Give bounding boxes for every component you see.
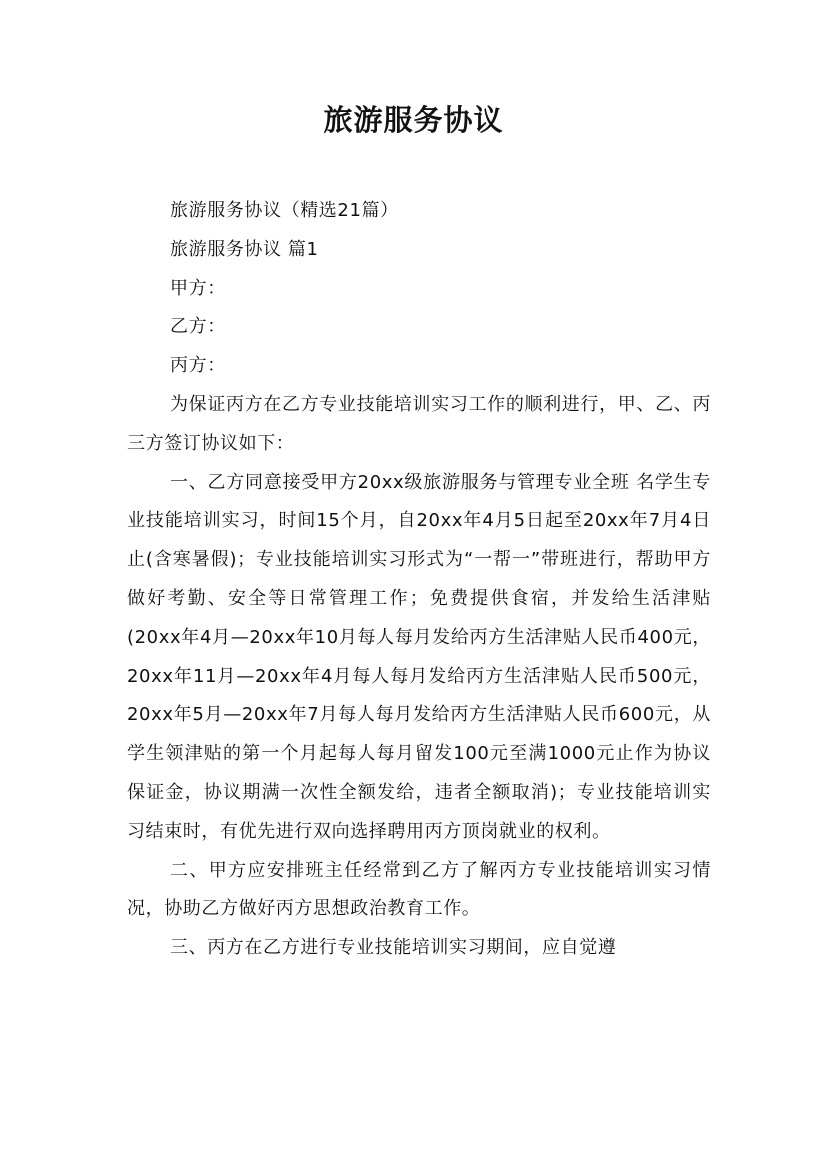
document-title: 旅游服务协议 bbox=[323, 103, 504, 137]
party-a-label: 甲方： bbox=[170, 277, 226, 299]
section-heading: 旅游服务协议 篇1 bbox=[170, 238, 319, 260]
party-c-label: 丙方： bbox=[170, 355, 226, 377]
subtitle-line: 旅游服务协议（精选21篇） bbox=[170, 200, 399, 221]
document-body bbox=[127, 192, 711, 968]
paragraph-clause-2: 二、甲方应安排班主任经常到乙方了解丙方专业技能培训实习情况，协助乙方做好丙方思想政治教育工作。 bbox=[127, 859, 711, 920]
paragraph-clause-1: 一、乙方同意接受甲方20xx级旅游服务与管理专业全班 名学生专业技能培训实习，时间15个月，自20xx年4月5日起至20xx年7月4日止(含寒暑假)；专业技能培训实习形式为“一帮一”带班进行，帮助甲方做好考勤、安全等日常管理工作；免费提供食宿，并发给生活津贴(20xx年4月—20xx年10月每人每月发给丙方生活津贴人民币400元，20xx年11月—20xx年4月每人每月发给丙方生活津贴人民币500元，20xx年5月—20xx年7月每人每月发给丙方生活津贴人民币600元，从学生领津贴的第一个月起每人每月留发100元至满1000元止作为协议保证金，协议期满一次性全额发给，违者全额取消)；专业技能培训实习结束时，有优先进行双向选择聘用丙方顶岗就业的权利。 bbox=[127, 471, 711, 842]
paragraph-clause-3: 三、丙方在乙方进行专业技能培训实习期间，应自觉遵 bbox=[170, 937, 617, 959]
paragraph-intro: 为保证丙方在乙方专业技能培训实习工作的顺利进行，甲、乙、丙三方签订协议如下： bbox=[127, 393, 711, 454]
party-b-label: 乙方： bbox=[170, 316, 226, 338]
